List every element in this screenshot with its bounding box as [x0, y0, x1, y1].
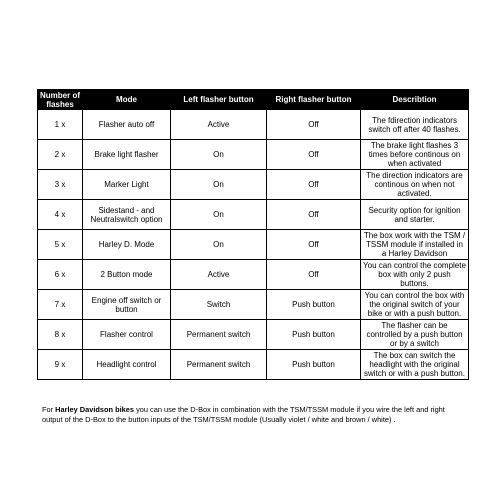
cell-left: On [171, 200, 267, 230]
cell-flashes: 9 x [38, 350, 83, 380]
cell-mode: Flasher control [83, 320, 171, 350]
cell-left: Active [171, 110, 267, 140]
cell-right: Push button [267, 350, 361, 380]
cell-flashes: 5 x [38, 230, 83, 260]
cell-left: On [171, 170, 267, 200]
cell-description: The box work with the TSM / TSSM module if installed in a Harley Davidson [361, 230, 469, 260]
cell-mode: Sidestand - and Neutralswitch option [83, 200, 171, 230]
cell-right: Off [267, 170, 361, 200]
cell-mode: Brake light flasher [83, 140, 171, 170]
cell-description: The box can switch the headlight with the original switch or with a push button. [361, 350, 469, 380]
header-right-flasher-button: Right flasher button [267, 90, 361, 110]
cell-description: You can control the complete box with only 2 push buttons. [361, 260, 469, 290]
footnote-prefix: For [42, 405, 56, 415]
table-row [38, 320, 469, 350]
footnote-bold: Harley Davidson bikes [55, 405, 135, 415]
cell-flashes: 7 x [38, 290, 83, 320]
cell-left: Permanent switch [171, 320, 267, 350]
header-left-flasher-button: Left flasher button [171, 90, 267, 110]
cell-right: Off [267, 140, 361, 170]
flash-mode-table [37, 89, 469, 380]
table-row [38, 200, 469, 230]
footnote-text: you can use the D-Box in combination with the TSM/TSSM module if you wire the left and right output of the D-Box to the button inputs of the TSM/TSSM module (Usually violet / white and brown / white) . [42, 405, 445, 425]
cell-right: Off [267, 230, 361, 260]
cell-description: The brake light flashes 3 times before continous on when activated [361, 140, 469, 170]
cell-flashes: 4 x [38, 200, 83, 230]
cell-flashes: 2 x [38, 140, 83, 170]
table-row [38, 140, 469, 170]
cell-flashes: 8 x [38, 320, 83, 350]
cell-mode: Harley D. Mode [83, 230, 171, 260]
table-row [38, 260, 469, 290]
cell-left: On [171, 230, 267, 260]
footnote [42, 405, 467, 425]
cell-right: Off [267, 200, 361, 230]
cell-right: Off [267, 260, 361, 290]
cell-mode: Engine off switch or button [83, 290, 171, 320]
table-header-row [38, 90, 469, 110]
table-row [38, 170, 469, 200]
cell-description: The direction indicators are continous on when not activated. [361, 170, 469, 200]
cell-mode: 2 Button mode [83, 260, 171, 290]
cell-mode: Headlight control [83, 350, 171, 380]
cell-left: Active [171, 260, 267, 290]
cell-left: Switch [171, 290, 267, 320]
table-row [38, 230, 469, 260]
cell-flashes: 3 x [38, 170, 83, 200]
cell-description: Security option for ignition and starter. [361, 200, 469, 230]
cell-flashes: 6 x [38, 260, 83, 290]
header-number-of-flashes: Number of flashes [38, 90, 83, 110]
cell-description: You can control the box with the original switch of your bike or with a push button. [361, 290, 469, 320]
cell-right: Off [267, 110, 361, 140]
cell-left: On [171, 140, 267, 170]
cell-mode: Marker Light [83, 170, 171, 200]
header-mode: Mode [83, 90, 171, 110]
table-row [38, 290, 469, 320]
cell-mode: Flasher auto off [83, 110, 171, 140]
header-description: Describtion [361, 90, 469, 110]
cell-description: The flasher can be controlled by a push button or by a switch [361, 320, 469, 350]
cell-right: Push button [267, 320, 361, 350]
cell-flashes: 1 x [38, 110, 83, 140]
table-row [38, 110, 469, 140]
cell-right: Push button [267, 290, 361, 320]
cell-left: Permanent switch [171, 350, 267, 380]
table-row [38, 350, 469, 380]
cell-description: The fdirection indicators switch off after 40 flashes. [361, 110, 469, 140]
